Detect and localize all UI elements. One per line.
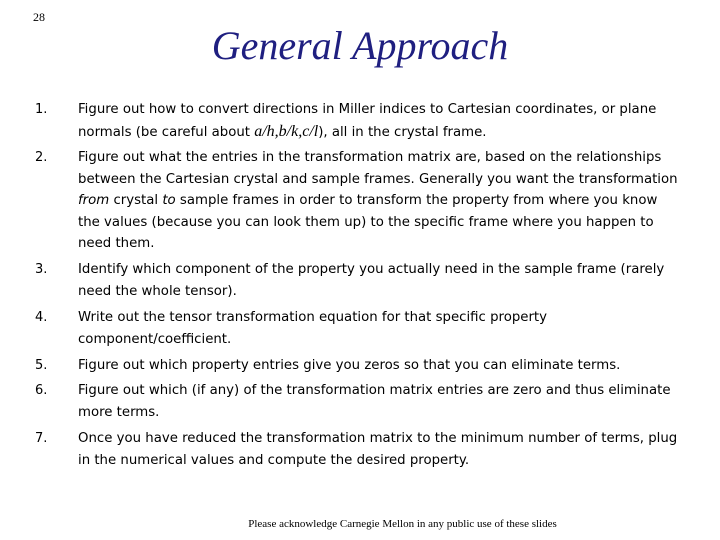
step-number: 6. xyxy=(35,383,48,398)
footer-acknowledgement: Please acknowledge Carnegie Mellon in any public use of these slides xyxy=(248,518,557,530)
slide-title-text: General Approach xyxy=(211,23,509,68)
step-number: 3. xyxy=(35,262,48,277)
step-number: 1. xyxy=(35,102,48,117)
step-text: Figure out which property entries give you zeros so that you can eliminate terms. xyxy=(78,358,621,373)
step-text-part: sample frames in order to transform the property from where you know the values (because you can look them up) to the specific frame where you happen to need them. xyxy=(78,193,658,251)
miller-indices: a/h,b/k,c/l xyxy=(254,122,319,140)
step-text: Figure out which (if any) of the transformation matrix entries are zero and thus eliminate more terms. xyxy=(78,383,671,420)
step-text: Write out the tensor transformation equation for that specific property component/coefficient. xyxy=(78,310,548,347)
step-text-part: crystal xyxy=(109,193,163,208)
step-text: Identify which component of the property you actually need in the sample frame (rarely need the whole tensor). xyxy=(78,262,665,299)
step-number: 5. xyxy=(35,358,48,373)
slide-number: 28 xyxy=(33,10,45,24)
step-text xyxy=(78,147,678,255)
step-text xyxy=(78,99,678,143)
emphasis-text: from xyxy=(78,193,110,208)
step-text: Once you have reduced the transformation matrix to the minimum number of terms, plug in the numerical values and compute the desired property. xyxy=(78,431,678,468)
step-text-part: Figure out what the entries in the transformation matrix are, based on the relationships between the Cartesian crystal and sample frames. Generally you want the transformation xyxy=(78,150,678,187)
step-number: 7. xyxy=(35,431,48,446)
step-text-part: ), all in the crystal frame. xyxy=(318,124,487,140)
step-number: 2. xyxy=(35,150,48,165)
slide-title xyxy=(0,22,720,69)
step-text-part: Figure out how to convert directions in Miller indices to Cartesian coordinates, or plane normals (be careful about xyxy=(78,102,657,140)
step-number: 4. xyxy=(35,310,48,325)
emphasis-text: to xyxy=(162,193,176,208)
